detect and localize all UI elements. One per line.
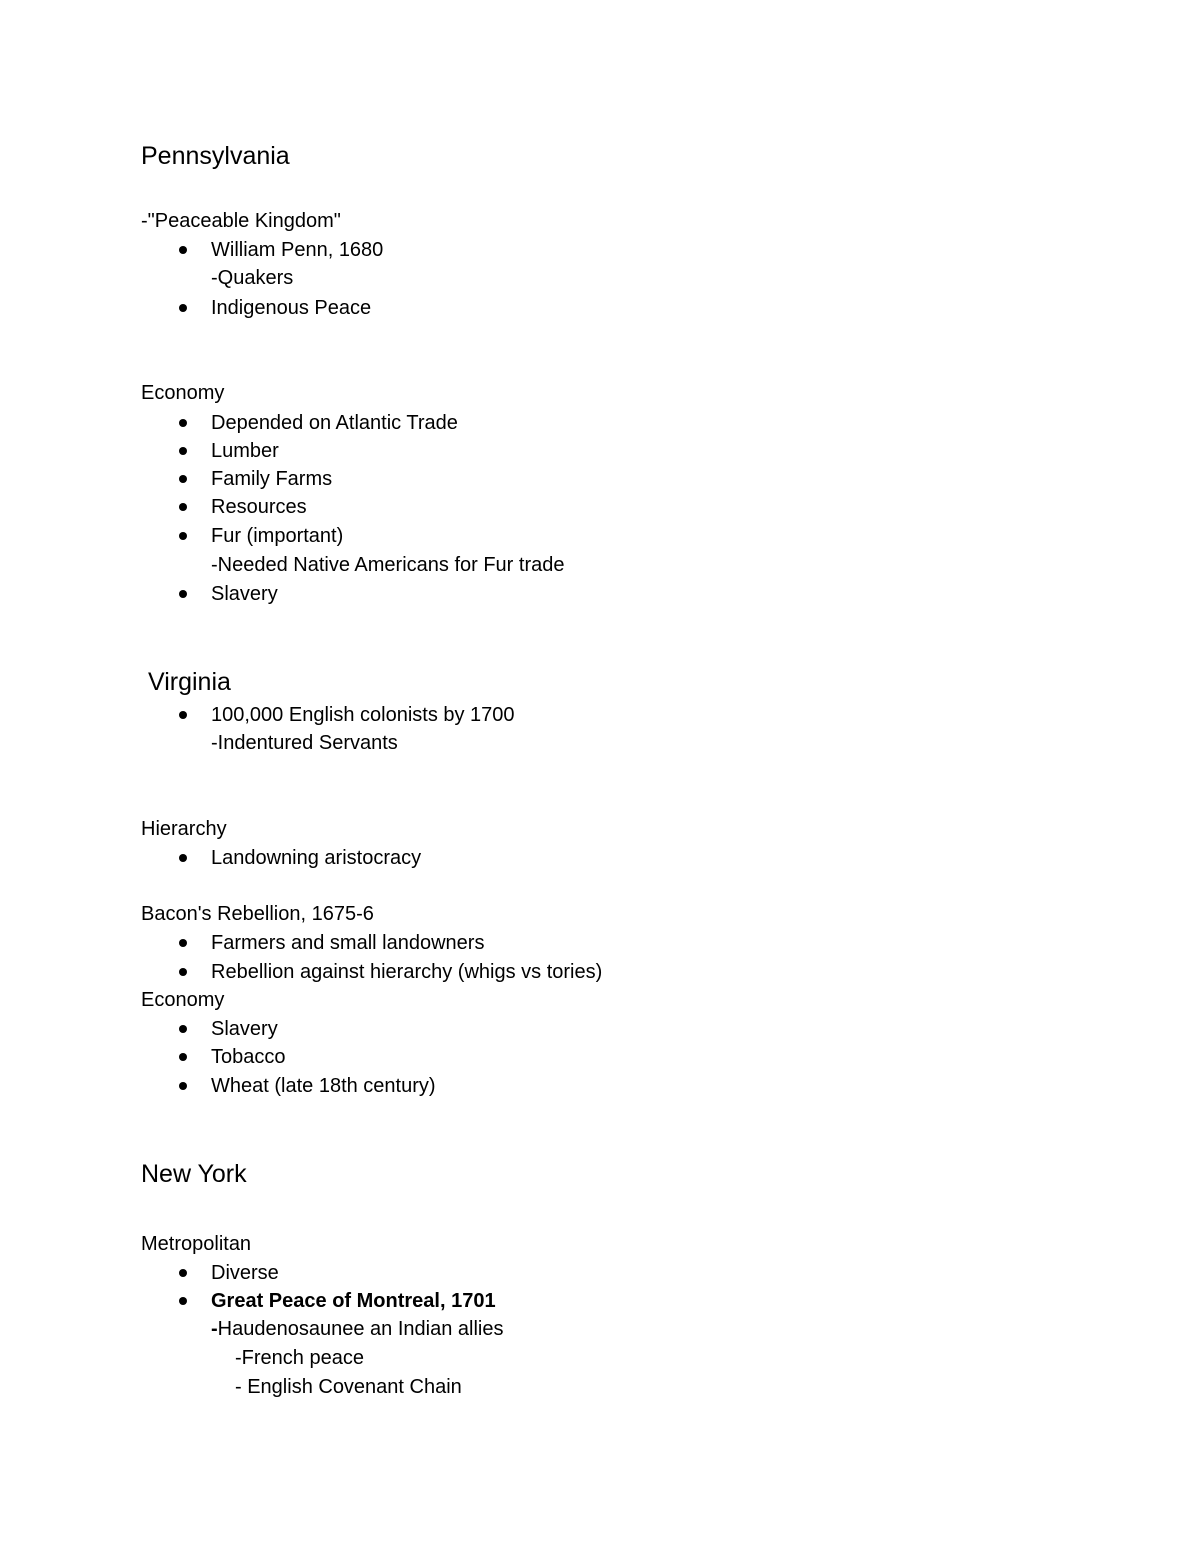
list-item: Diverse <box>211 1262 279 1284</box>
heading-pennsylvania: Pennsylvania <box>141 142 290 170</box>
bullet-icon <box>179 1269 187 1277</box>
bullet-icon <box>179 1053 187 1061</box>
bullet-icon <box>179 1082 187 1090</box>
pennsylvania-subtitle: -"Peaceable Kingdom" <box>141 210 341 232</box>
bullet-icon <box>179 304 187 312</box>
list-item: Landowning aristocracy <box>211 847 422 869</box>
section-label-bacons-rebellion: Bacon's Rebellion, 1675-6 <box>141 903 374 925</box>
bullet-icon <box>179 246 187 254</box>
list-item: Indigenous Peace <box>211 297 372 319</box>
section-label-economy: Economy <box>141 989 225 1011</box>
bullet-icon <box>179 968 187 976</box>
bullet-icon <box>179 1025 187 1033</box>
note-allies: Haudenosaunee an Indian allies <box>217 1318 504 1340</box>
list-item: Tobacco <box>211 1046 286 1068</box>
bullet-icon <box>179 503 187 511</box>
list-item: William Penn, 1680 <box>211 239 384 261</box>
list-item: Lumber <box>211 440 279 462</box>
list-item: Fur (important) <box>211 525 344 547</box>
bullet-icon <box>179 854 187 862</box>
list-item: Slavery <box>211 1018 278 1040</box>
list-item-subnote: - English Covenant Chain <box>235 1376 462 1398</box>
heading-new-york: New York <box>141 1160 247 1188</box>
list-item: Farmers and small landowners <box>211 932 485 954</box>
bullet-icon <box>179 419 187 427</box>
section-label-metropolitan: Metropolitan <box>141 1233 252 1255</box>
heading-virginia: Virginia <box>148 668 231 696</box>
bullet-icon <box>179 711 187 719</box>
note-dash: - <box>211 1318 218 1340</box>
list-item: Wheat (late 18th century) <box>211 1075 436 1097</box>
list-item-note: -Needed Native Americans for Fur trade <box>211 554 565 576</box>
list-item-note <box>211 1317 503 1341</box>
bullet-icon <box>179 447 187 455</box>
list-item-subnote: -French peace <box>235 1347 364 1369</box>
section-label-hierarchy: Hierarchy <box>141 818 227 840</box>
bullet-icon <box>179 532 187 540</box>
list-item: Resources <box>211 496 307 518</box>
list-item: 100,000 English colonists by 1700 <box>211 704 515 726</box>
bullet-icon <box>179 590 187 598</box>
list-item: Slavery <box>211 583 278 605</box>
bullet-icon <box>179 939 187 947</box>
list-item: Depended on Atlantic Trade <box>211 412 458 434</box>
section-label-economy: Economy <box>141 382 225 404</box>
list-item-bold: Great Peace of Montreal, 1701 <box>211 1290 496 1312</box>
bullet-icon <box>179 1297 187 1305</box>
list-item: Family Farms <box>211 468 333 490</box>
list-item-note: -Indentured Servants <box>211 732 398 754</box>
bullet-icon <box>179 475 187 483</box>
list-item-note: -Quakers <box>211 267 294 289</box>
list-item: Rebellion against hierarchy (whigs vs tories) <box>211 961 603 983</box>
